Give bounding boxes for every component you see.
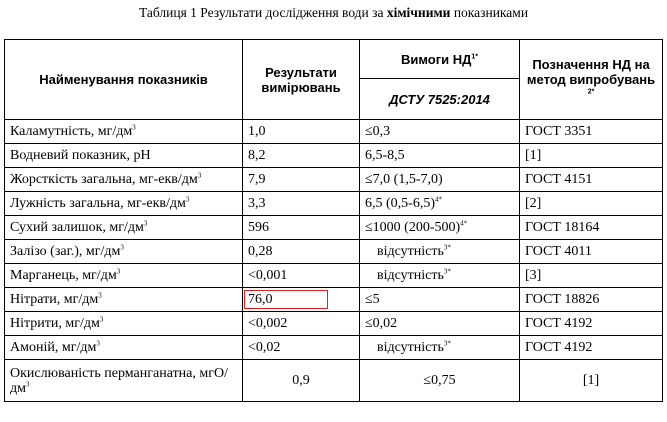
cell-indicator (5, 168, 243, 192)
indicator-unit-sup: 3 (116, 267, 121, 276)
caption-suffix: показниками (450, 5, 529, 20)
indicator-text: Нітрити, мг/дм (10, 316, 100, 331)
indicator-unit-sup: 3 (99, 315, 104, 324)
table-row (5, 336, 663, 360)
header-method-text: Позначення НД на метод випробувань (526, 57, 656, 87)
requirement-wrap (365, 316, 397, 331)
result-value: 0,9 (292, 373, 310, 388)
requirement-value: ≤7,0 (1,5-7,0) (365, 172, 443, 187)
cell-method (520, 192, 663, 216)
cell-result (243, 288, 360, 312)
table-row (5, 264, 663, 288)
requirement-value: 6,5 (0,5-6,5) (365, 196, 435, 211)
indicator-unit-sup: 3 (120, 243, 124, 252)
indicator-text: Окислюваність перманганатна, мгО/дм (10, 365, 228, 396)
header-indicator: Найменування показників (5, 40, 243, 120)
requirement-sup: 4* (435, 195, 442, 204)
header-requirements-text: Вимоги НД (400, 51, 472, 67)
cell-requirement (360, 288, 520, 312)
indicator-text: Лужність загальна, мг-екв/дм (10, 196, 186, 211)
requirement-wrap (365, 220, 467, 235)
method-value: ГОСТ 4151 (525, 172, 593, 187)
requirement-value: відсутність (377, 268, 444, 283)
method-value: [1] (582, 373, 600, 388)
indicator-unit-sup: 3 (197, 171, 202, 180)
header-method-sup: 2* (587, 88, 595, 96)
cell-result (243, 312, 360, 336)
requirement-wrap (365, 148, 405, 163)
indicator-text: Жорсткість загальна, мг-екв/дм (10, 172, 198, 187)
indicator-text: Марганець, мг/дм (10, 268, 117, 283)
table-row (5, 144, 663, 168)
requirement-wrap (365, 292, 380, 307)
indicator-unit-sup: 3 (25, 379, 30, 388)
table-row (5, 168, 663, 192)
result-value: <0,002 (248, 316, 288, 331)
header-requirements-sup: 1* (471, 53, 479, 61)
requirement-sup: 3* (443, 339, 451, 348)
water-results-table (4, 39, 663, 402)
requirement-value: 6,5-8,5 (365, 148, 405, 163)
result-value: 7,9 (248, 172, 266, 187)
method-value: ГОСТ 4192 (525, 316, 593, 331)
cell-method (520, 240, 663, 264)
requirement-value: ≤1000 (200-500) (365, 220, 461, 235)
cell-result (243, 216, 360, 240)
cell-requirement (360, 192, 520, 216)
header-row (5, 40, 663, 79)
cell-requirement (360, 216, 520, 240)
indicator-text: Водневий показник, pH (10, 148, 151, 163)
header-results: Результати вимірювань (243, 40, 360, 120)
result-value: 1,0 (248, 124, 266, 139)
table-caption (0, 4, 667, 22)
caption-prefix: Таблиця 1 Результати дослідження води за (138, 5, 387, 20)
indicator-text: Амоній, мг/дм (10, 340, 97, 355)
table-row (5, 216, 663, 240)
cell-result (243, 360, 360, 402)
requirement-sup: 3* (443, 267, 451, 276)
cell-method (520, 216, 663, 240)
cell-indicator (5, 264, 243, 288)
table-row (5, 312, 663, 336)
table-row (5, 192, 663, 216)
requirement-value: ≤0,3 (365, 124, 391, 139)
requirement-wrap (365, 172, 443, 187)
cell-indicator (5, 216, 243, 240)
requirement-value: відсутність (377, 340, 444, 355)
table-row (5, 120, 663, 144)
result-value: 3,3 (248, 196, 266, 211)
requirement-value: ≤0,75 (423, 373, 456, 388)
requirement-wrap (365, 244, 451, 259)
cell-indicator (5, 192, 243, 216)
indicator-unit-sup: 3 (185, 195, 190, 204)
cell-result (243, 144, 360, 168)
method-value: ГОСТ 18826 (525, 292, 600, 307)
result-value: 0,28 (248, 244, 273, 259)
method-value: ГОСТ 18164 (525, 220, 600, 235)
result-value: 596 (248, 220, 269, 235)
requirement-wrap (365, 124, 390, 139)
indicator-unit-sup: 3 (98, 291, 102, 300)
cell-indicator (5, 312, 243, 336)
requirement-value: відсутність (377, 244, 444, 259)
method-value: ГОСТ 4192 (525, 340, 593, 355)
indicator-text: Нітрати, мг/дм (10, 292, 99, 307)
cell-method (520, 360, 663, 402)
indicator-text: Сухий залишок, мг/дм (10, 220, 144, 235)
cell-result (243, 264, 360, 288)
cell-method (520, 336, 663, 360)
indicator-text: Каламутність, мг/дм (10, 124, 133, 139)
cell-method (520, 144, 663, 168)
header-requirements (360, 40, 520, 79)
cell-requirement (360, 312, 520, 336)
cell-requirement (360, 144, 520, 168)
cell-requirement (360, 120, 520, 144)
method-value: [2] (525, 196, 542, 211)
result-value: 8,2 (248, 148, 266, 163)
requirement-sup: 4* (460, 219, 468, 228)
requirement-value: ≤0,02 (365, 316, 398, 331)
highlight-box (244, 290, 328, 309)
table-row (5, 288, 663, 312)
result-value: <0,001 (248, 268, 288, 283)
header-dstu: ДСТУ 7525:2014 (360, 79, 520, 120)
cell-indicator (5, 240, 243, 264)
result-value: 76,0 (248, 292, 273, 307)
indicator-unit-sup: 3 (96, 339, 100, 348)
cell-requirement (360, 264, 520, 288)
table-row (5, 360, 663, 402)
cell-indicator (5, 288, 243, 312)
cell-result (243, 120, 360, 144)
cell-method (520, 288, 663, 312)
cell-indicator (5, 336, 243, 360)
indicator-text: Залізо (заг.), мг/дм (10, 244, 121, 259)
cell-requirement (360, 360, 520, 402)
requirement-wrap (365, 196, 442, 211)
requirement-sup: 3* (443, 243, 451, 252)
result-value: <0,02 (248, 340, 281, 355)
requirement-wrap (365, 340, 451, 355)
cell-result (243, 192, 360, 216)
cell-method (520, 120, 663, 144)
cell-indicator (5, 360, 243, 402)
cell-requirement (360, 168, 520, 192)
table-row (5, 240, 663, 264)
cell-result (243, 336, 360, 360)
cell-result (243, 240, 360, 264)
indicator-unit-sup: 3 (143, 219, 148, 228)
method-value: ГОСТ 3351 (525, 124, 593, 139)
requirement-wrap (365, 268, 451, 283)
method-value: [3] (525, 268, 542, 283)
cell-indicator (5, 120, 243, 144)
requirement-value: ≤5 (365, 292, 380, 307)
header-method (520, 40, 663, 120)
cell-method (520, 168, 663, 192)
method-value: ГОСТ 4011 (525, 244, 592, 259)
requirement-wrap (423, 373, 455, 388)
indicator-unit-sup: 3 (132, 123, 136, 132)
cell-method (520, 264, 663, 288)
cell-requirement (360, 336, 520, 360)
caption-bold: хімічними (386, 5, 451, 20)
cell-result (243, 168, 360, 192)
cell-indicator (5, 144, 243, 168)
cell-method (520, 312, 663, 336)
cell-requirement (360, 240, 520, 264)
method-value: [1] (525, 148, 542, 163)
